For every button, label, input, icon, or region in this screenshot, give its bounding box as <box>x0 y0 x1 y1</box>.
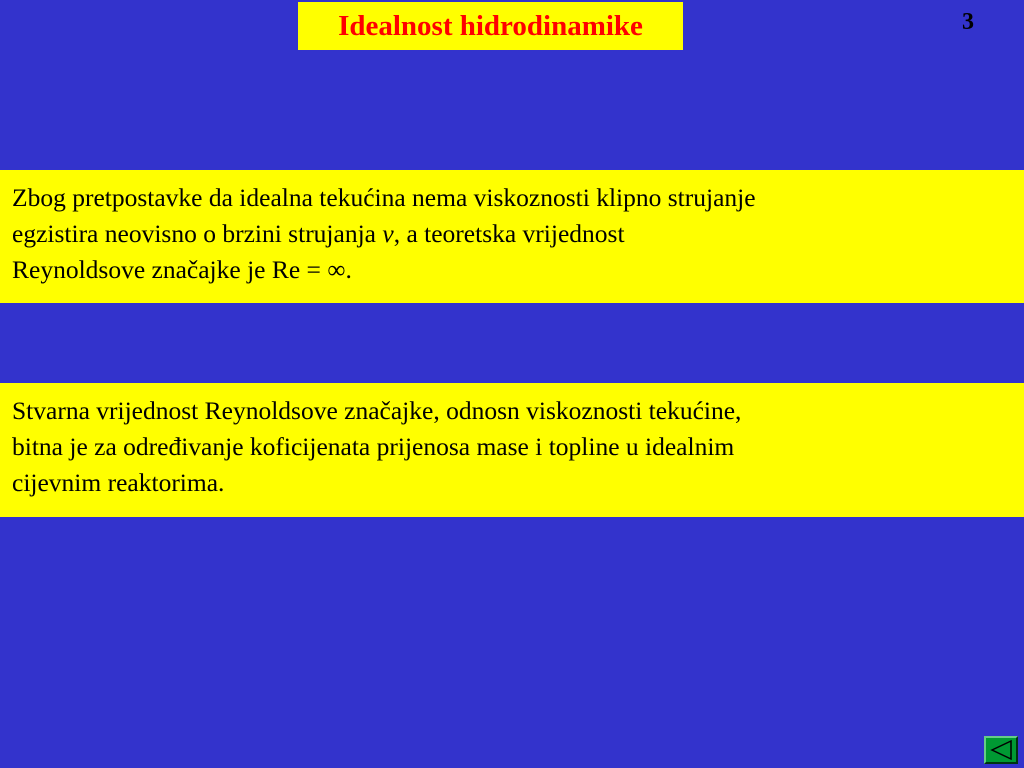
paragraph-2-line-3: cijevnim reaktorima. <box>12 468 225 497</box>
paragraph-2-line-2: bitna je za određivanje koficijenata prijenosa mase i topline u idealnim <box>12 432 735 461</box>
paragraph-1-line-2 <box>12 216 1014 252</box>
title-box <box>298 2 683 50</box>
paragraph-box-1 <box>0 170 1024 303</box>
page-number: 3 <box>962 9 974 35</box>
paragraph-1-line-2-rest: , a teoretska vrijednost <box>393 219 625 248</box>
triangle-left-icon <box>986 738 1016 762</box>
paragraph-box-2 <box>0 383 1024 517</box>
paragraph-2-line-1: Stvarna vrijednost Reynoldsove značajke, odnosn viskoznosti tekućine, <box>12 396 742 425</box>
back-button[interactable] <box>984 736 1018 764</box>
slide-title: Idealnost hidrodinamike <box>338 9 643 42</box>
velocity-symbol: v <box>382 219 394 248</box>
paragraph-1-line-3: Reynoldsove značajke je Re = ∞. <box>12 255 352 284</box>
paragraph-1-line-2-text: egzistira neovisno o brzini strujanja <box>12 219 383 248</box>
paragraph-1-line-1: Zbog pretpostavke da idealna tekućina nema viskoznosti klipno strujanje <box>12 183 756 212</box>
